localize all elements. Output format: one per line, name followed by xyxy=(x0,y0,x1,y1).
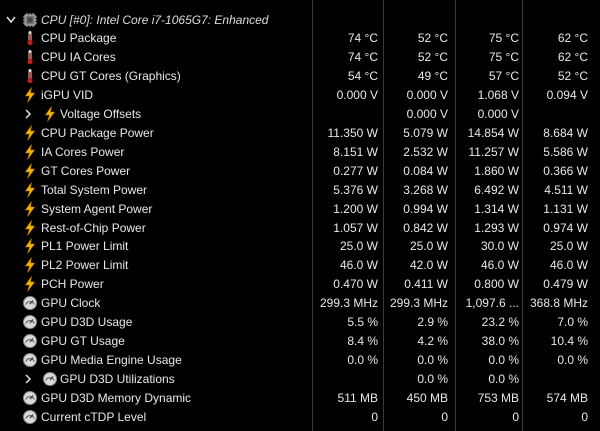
sensor-label: Voltage Offsets xyxy=(60,106,142,121)
sensor-row-cpu-gt-cores-graphics[interactable] xyxy=(0,67,600,85)
gauge-icon xyxy=(22,390,38,406)
sensor-label: System Agent Power xyxy=(41,201,153,216)
lightning-icon xyxy=(22,182,38,198)
minimum-value: 42.0 W xyxy=(409,258,448,273)
sensor-row-gpu-clock[interactable] xyxy=(0,294,600,312)
sensor-row-pl2-power-limit[interactable] xyxy=(0,256,600,274)
thermometer-icon xyxy=(22,49,38,65)
minimum-value: 0.000 V xyxy=(406,87,448,102)
sensor-label: Total System Power xyxy=(41,182,148,197)
maximum-value: 1,097.6 ... xyxy=(465,296,519,311)
current-value: 46.0 W xyxy=(339,258,378,273)
sensor-label: Rest-of-Chip Power xyxy=(41,220,146,235)
average-value: 0.479 W xyxy=(543,277,588,292)
average-value: 46.0 W xyxy=(549,258,588,273)
maximum-value: 46.0 W xyxy=(480,258,519,273)
minimum-value: 0.994 W xyxy=(403,201,448,216)
current-value: 8.151 W xyxy=(333,144,378,159)
current-value: 299.3 MHz xyxy=(319,296,378,311)
average-value: 4.511 W xyxy=(544,182,588,197)
minimum-value: 4.2 % xyxy=(417,334,448,349)
minimum-value: 52 °C xyxy=(417,31,448,45)
sensor-row-gt-cores-power[interactable] xyxy=(0,162,600,180)
sensor-row-ia-cores-power[interactable] xyxy=(0,143,600,161)
thermometer-icon xyxy=(22,68,38,84)
current-value: 74 °C xyxy=(347,49,378,64)
maximum-value: 6.492 W xyxy=(474,182,519,197)
sensor-row-pl1-power-limit[interactable] xyxy=(0,237,600,255)
average-value: 7.0 % xyxy=(557,315,588,330)
maximum-value: 1.860 W xyxy=(474,163,519,178)
current-value xyxy=(314,105,378,123)
average-value: 62 °C xyxy=(557,31,588,45)
sensor-label: PL2 Power Limit xyxy=(41,258,129,273)
sensor-label: IA Cores Power xyxy=(41,144,125,159)
maximum-value: 11.257 W xyxy=(468,144,519,159)
maximum-value: 0.000 V xyxy=(477,106,519,121)
sensor-label: Current cTDP Level xyxy=(41,410,147,424)
lightning-icon xyxy=(22,220,38,236)
sensor-label: GPU D3D Memory Dynamic xyxy=(41,391,192,406)
sensor-row-igpu-vid[interactable] xyxy=(0,86,600,104)
minimum-value: 0.842 W xyxy=(403,220,448,235)
sensor-label: GPU GT Usage xyxy=(41,334,125,349)
sensor-label: CPU IA Cores xyxy=(41,49,116,64)
minimum-value: 450 MB xyxy=(406,391,448,406)
chevron-right-icon[interactable] xyxy=(22,105,34,123)
sensor-label: PL1 Power Limit xyxy=(41,239,129,254)
sensor-label: GPU Media Engine Usage xyxy=(41,353,182,368)
average-value: 0.366 W xyxy=(543,163,588,178)
gauge-icon xyxy=(22,314,38,330)
sensor-label: GPU D3D Utilizations xyxy=(60,372,175,387)
sensor-label: iGPU VID xyxy=(41,87,94,102)
average-value: 62 °C xyxy=(557,49,588,64)
lightning-icon xyxy=(22,238,38,254)
lightning-icon xyxy=(42,106,58,122)
sensor-label: CPU Package Power xyxy=(41,125,154,140)
current-value: 8.4 % xyxy=(347,334,378,349)
sensor-label: GPU Clock xyxy=(41,296,101,311)
minimum-value: 3.268 W xyxy=(403,182,448,197)
sensor-row-cpu-package[interactable] xyxy=(0,29,600,47)
current-value: 1.200 W xyxy=(333,201,378,216)
lightning-icon xyxy=(22,125,38,141)
gauge-icon xyxy=(22,352,38,368)
average-value: 10.4 % xyxy=(550,334,588,349)
current-value: 5.376 W xyxy=(333,182,378,197)
sensor-row-current-ctdp-level[interactable] xyxy=(0,408,600,426)
maximum-value: 753 MB xyxy=(477,391,519,406)
lightning-icon xyxy=(22,163,38,179)
lightning-icon xyxy=(22,87,38,103)
cpu-chip-icon xyxy=(22,12,38,28)
sensor-group-header[interactable] xyxy=(0,11,600,29)
minimum-value: 299.3 MHz xyxy=(389,296,448,311)
maximum-value: 0 xyxy=(512,410,519,424)
maximum-value: 38.0 % xyxy=(481,334,519,349)
current-value xyxy=(314,370,378,388)
sensor-group-title: CPU [#0]: Intel Core i7-1065G7: Enhanced xyxy=(41,13,269,27)
sensor-row-system-agent-power[interactable] xyxy=(0,200,600,218)
sensor-row-gpu-gt-usage[interactable] xyxy=(0,332,600,350)
average-value: 368.8 MHz xyxy=(529,296,588,311)
sensor-label: GT Cores Power xyxy=(41,163,131,178)
minimum-value: 25.0 W xyxy=(409,239,448,254)
sensor-row-gpu-media-engine-usage[interactable] xyxy=(0,351,600,369)
chevron-right-icon[interactable] xyxy=(22,370,34,388)
maximum-value: 14.854 W xyxy=(467,125,519,140)
gauge-icon xyxy=(22,295,38,311)
maximum-value: 75 °C xyxy=(488,31,519,45)
minimum-value: 52 °C xyxy=(417,49,448,64)
minimum-value: 2.532 W xyxy=(403,144,448,159)
current-value: 5.5 % xyxy=(347,315,378,330)
maximum-value: 75 °C xyxy=(488,49,519,64)
maximum-value: 1.293 W xyxy=(474,220,519,235)
current-value: 54 °C xyxy=(347,68,378,83)
current-value: 1.057 W xyxy=(333,220,378,235)
average-value xyxy=(524,370,588,388)
gauge-icon xyxy=(42,371,58,387)
maximum-value: 0.0 % xyxy=(488,353,519,368)
average-value: 1.131 W xyxy=(543,201,588,216)
average-value xyxy=(524,105,588,123)
minimum-value: 0.0 % xyxy=(417,353,448,368)
gauge-icon xyxy=(22,333,38,349)
minimum-value: 0.0 % xyxy=(417,372,448,387)
maximum-value: 1.068 V xyxy=(477,87,519,102)
sensor-row-pch-power[interactable] xyxy=(0,275,600,293)
maximum-value: 57 °C xyxy=(488,68,519,83)
maximum-value: 0.800 W xyxy=(474,277,519,292)
average-value: 0.0 % xyxy=(557,353,588,368)
maximum-value: 23.2 % xyxy=(481,315,519,330)
current-value: 0.277 W xyxy=(333,163,378,178)
average-value: 25.0 W xyxy=(549,239,588,254)
maximum-value: 30.0 W xyxy=(480,239,519,254)
sensor-label: GPU D3D Usage xyxy=(41,315,133,330)
average-value: 0.094 V xyxy=(546,87,588,102)
minimum-value: 0.411 W xyxy=(404,277,448,292)
average-value: 0.974 W xyxy=(543,220,588,235)
sensor-row-cpu-package-power[interactable] xyxy=(0,124,600,142)
sensor-label: CPU GT Cores (Graphics) xyxy=(41,68,181,83)
average-value: 0 xyxy=(581,410,588,424)
minimum-value: 2.9 % xyxy=(417,315,448,330)
thermometer-icon xyxy=(22,30,38,46)
current-value: 25.0 W xyxy=(339,239,378,254)
gauge-icon xyxy=(22,409,38,425)
sensor-row-gpu-d3d-memory-dynamic[interactable] xyxy=(0,389,600,407)
minimum-value: 0.084 W xyxy=(403,163,448,178)
sensor-row-gpu-d3d-utilizations[interactable] xyxy=(0,370,600,388)
sensor-label: PCH Power xyxy=(41,277,104,292)
minimum-value: 5.079 W xyxy=(403,125,448,140)
current-value: 0.0 % xyxy=(347,353,378,368)
sensor-row-gpu-d3d-usage[interactable] xyxy=(0,313,600,331)
current-value: 0.000 V xyxy=(336,87,378,102)
average-value: 8.684 W xyxy=(543,125,588,140)
lightning-icon xyxy=(22,257,38,273)
maximum-value: 0.0 % xyxy=(488,372,519,387)
chevron-down-icon[interactable] xyxy=(5,11,17,29)
current-value: 0 xyxy=(371,410,378,424)
average-value: 52 °C xyxy=(557,68,588,83)
minimum-value: 0 xyxy=(441,410,448,424)
average-value: 574 MB xyxy=(546,391,588,406)
sensor-label: CPU Package xyxy=(41,31,117,45)
minimum-value: 49 °C xyxy=(417,68,448,83)
sensor-row-voltage-offsets[interactable] xyxy=(0,105,600,123)
sensor-row-total-system-power[interactable] xyxy=(0,181,600,199)
current-value: 74 °C xyxy=(347,31,378,45)
current-value: 511 MB xyxy=(337,391,378,406)
current-value: 11.350 W xyxy=(327,125,378,140)
maximum-value: 1.314 W xyxy=(474,201,519,216)
average-value: 5.586 W xyxy=(543,144,588,159)
current-value: 0.470 W xyxy=(333,277,378,292)
lightning-icon xyxy=(22,201,38,217)
lightning-icon xyxy=(22,276,38,292)
lightning-icon xyxy=(22,144,38,160)
sensor-row-cpu-ia-cores[interactable] xyxy=(0,48,600,66)
sensor-row-rest-of-chip-power[interactable] xyxy=(0,219,600,237)
minimum-value: 0.000 V xyxy=(406,106,448,121)
